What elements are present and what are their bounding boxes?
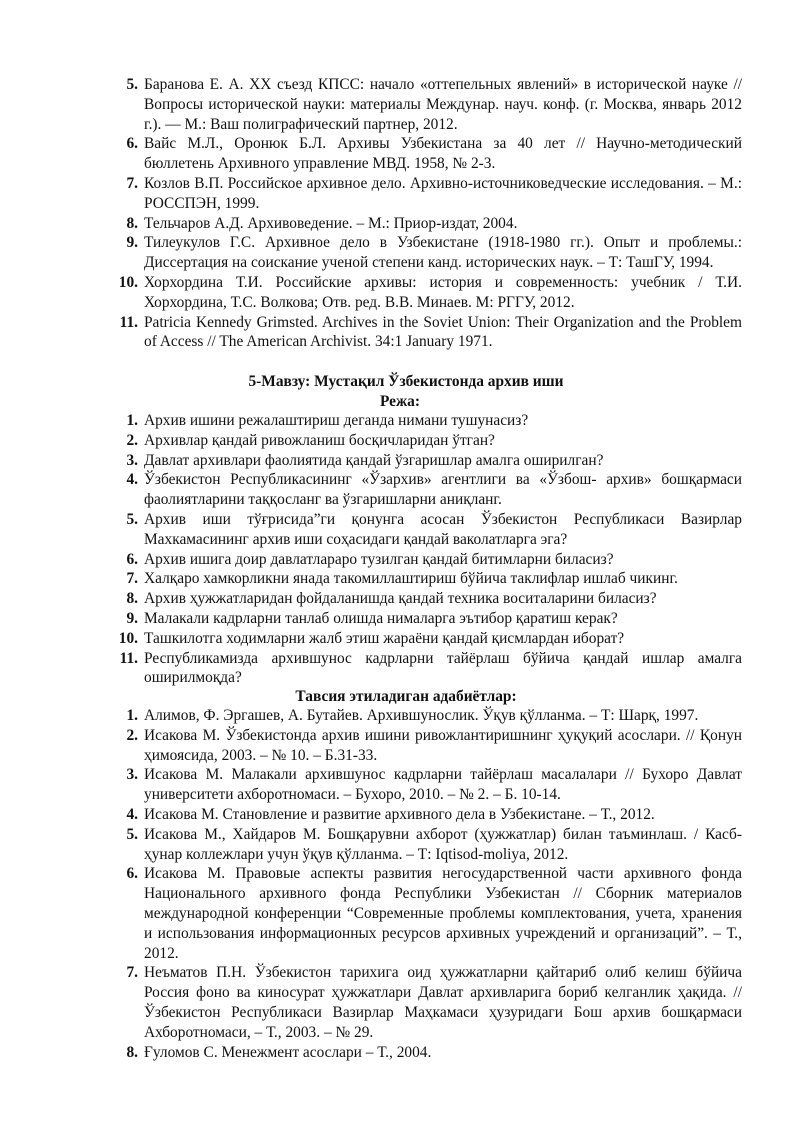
item-number: 9. <box>126 609 138 627</box>
item-text: Хорхордина Т.И. Российские архивы: история и современность: учебник / Т.И. Хорхордина, Т.С. Волкова; Отв. ред. В.В. Минаев. М: РГГУ, 2012. <box>144 273 742 311</box>
topic-title: 5-Мавзу: Мустақил Ўзбекистонда архив иши <box>248 373 564 390</box>
reference-item <box>119 313 742 353</box>
item-text: Архив ишини режалаштириш деганда нимани тушунасиз? <box>144 412 529 429</box>
plan-item <box>126 589 742 609</box>
plan-item <box>126 451 742 471</box>
plan-item <box>119 649 742 689</box>
literature-list <box>126 706 742 1062</box>
item-number: 10. <box>118 629 138 647</box>
item-text: Ўзбекистон Республикасининг «Ўзархив» агентлиги ва «Ўзбош- архив» бошқармаси фаолиятларини таққосланг ва ўзгаришларни аниқланг. <box>144 471 742 509</box>
item-text: Давлат архивлари фаолиятида қандай ўзгаришлар амалга оширилган? <box>144 451 604 469</box>
plan-item <box>126 569 742 589</box>
reference-item <box>126 214 742 234</box>
item-text: Ташкилотга ходимларни жалб этиш жараёни қандай қисмлардан иборат? <box>144 629 625 647</box>
item-number: 7. <box>126 570 138 588</box>
plan-item <box>126 550 742 570</box>
reference-item <box>118 273 742 313</box>
item-number: 8. <box>126 1043 138 1061</box>
item-text: Вайс М.Л., Оронюк Б.Л. Архивы Узбекистана за 40 лет // Научно-методический бюллетень Архивного управление МВД. 1958, № 2-3. <box>144 135 742 173</box>
item-text: Исакова М. Становление и развитие архивного дела в Узбекистане. – Т., 2012. <box>144 805 655 823</box>
item-number: 3. <box>126 451 138 469</box>
item-number: 5. <box>126 76 138 93</box>
item-number: 1. <box>126 412 138 429</box>
item-number: 2. <box>126 431 138 449</box>
item-text: Козлов В.П. Российское архивное дело. Архивно-источниковедческие исследования. – М.: РОССПЭН, 1999. <box>144 174 742 212</box>
item-number: 7. <box>126 964 138 982</box>
item-text: Архив ишига доир давлатлараро тузилган қандай битимларни биласиз? <box>144 550 614 568</box>
item-number: 7. <box>126 174 138 192</box>
item-text: Алимов, Ф. Эргашев, А. Бутайев. Архившунослик. Ўқув қўлланма. – Т: Шарқ, 1997. <box>144 707 699 724</box>
reference-item <box>126 174 742 214</box>
literature-item <box>126 726 742 766</box>
plan-questions-list <box>118 411 742 688</box>
item-text: Исакова М., Хайдаров М. Бошқарувни ахборот (ҳужжатлар) билан таъминлаш. / Касб-ҳунар коллежлари учун ўқув қўлланма. – Т: Iqtisod-moliya, 2012. <box>144 825 742 863</box>
item-number: 10. <box>118 273 138 291</box>
item-text: Малакали кадрларни танлаб олишда нималарга эътибор қаратиш керак? <box>144 609 618 627</box>
item-number: 8. <box>126 214 138 232</box>
item-text: Архив ҳужжатларидан фойдаланишда қандай техника воситаларини биласиз? <box>144 590 657 608</box>
item-text: Халқаро хамкорликни янада такомиллаштириш бўйича таклифлар ишлаб чикинг. <box>144 570 678 588</box>
literature-item <box>126 706 742 726</box>
literature-item <box>126 805 742 825</box>
plan-item <box>126 609 742 629</box>
item-text: Архивлар қандай ривожланиш босқичларидан ўтган? <box>144 431 495 449</box>
item-number: 11. <box>119 313 138 331</box>
reference-item <box>126 233 742 273</box>
item-text: Исакова М. Правовые аспекты развития негосударственной части архивного фонда Национального архивного фонда Республики Узбекистан // Сборник материалов международной конференции “Современные проблемы комплектования, учета, хранения и использования информационных ресурсов архивных учреждений и организаций”. – Т., 2012. <box>144 865 742 962</box>
plan-item <box>118 629 742 649</box>
item-number: 8. <box>126 590 138 608</box>
item-number: 4. <box>126 471 138 489</box>
item-number: 9. <box>126 234 138 252</box>
item-text: Исакова М. Ўзбекистонда архив ишини ривожлантиришнинг ҳуқуқий асослари. // Қонун ҳимоясида, 2003. – № 10. – Б.31-33. <box>144 726 742 764</box>
item-text: Исакова М. Малакали архившунос кадрларни тайёрлаш масалалари // Бухоро Давлат университети ахборотномаси. – Бухоро, 2010. – № 2. – Б. 10-14. <box>144 766 742 804</box>
reference-item <box>126 75 742 134</box>
item-text: Архив иши тўғрисида”ги қонунга асосан Ўзбекистон Республикаси Вазирлар Махкамасининг архив иши соҳасидаги қандай ваколатларга эга? <box>144 510 742 548</box>
plan-item <box>126 470 742 510</box>
item-number: 6. <box>126 135 138 153</box>
literature-item <box>126 864 742 963</box>
item-text: Тилеукулов Г.С. Архивное дело в Узбекистане (1918-1980 гг.). Опыт и проблемы.: Диссертация на соискание ученой степени канд. исторических наук. – Т: ТашГУ, 1994. <box>144 234 742 272</box>
item-number: 3. <box>126 766 138 784</box>
plan-title: Режа: <box>379 393 420 410</box>
plan-item <box>126 510 742 550</box>
item-number: 6. <box>126 550 138 568</box>
item-number: 11. <box>119 649 138 667</box>
item-text: Баранова Е. А. XX съезд КПСС: начало «оттепельных явлений» в исторической науке // Вопросы исторической науки: материалы Междунар. науч. конф. (г. Москва, январь 2012 г.). — М.: Ваш полиграфический партнер, 2012. <box>144 76 742 133</box>
item-text: Республикамизда архившунос кадрларни тайёрлаш бўйича қандай ишлар амалга оширилмоқда? <box>144 649 742 687</box>
item-number: 6. <box>126 865 138 883</box>
item-number: 2. <box>126 726 138 744</box>
previous-references-list <box>118 75 742 352</box>
literature-item <box>126 825 742 865</box>
plan-item <box>126 411 742 431</box>
item-text: Patricia Kennedy Grimsted. Archives in the Soviet Union: Their Organization and the Problem of Access // The American Archivist. 34:1 January 1971. <box>144 313 742 351</box>
item-number: 5. <box>126 825 138 843</box>
item-number: 1. <box>126 707 138 724</box>
item-text: Ғуломов С. Менежмент асослари – Т., 2004. <box>144 1043 432 1061</box>
literature-title: Тавсия этиладиган адабиётлар: <box>295 688 517 705</box>
reference-item <box>126 134 742 174</box>
item-text: Тельчаров А.Д. Архивоведение. – М.: Приор-издат, 2004. <box>144 214 518 232</box>
item-number: 4. <box>126 805 138 823</box>
literature-item <box>126 1043 742 1063</box>
item-number: 5. <box>126 510 138 528</box>
plan-item <box>126 431 742 451</box>
literature-item <box>126 963 742 1042</box>
literature-item <box>126 765 742 805</box>
item-text: Неъматов П.Н. Ўзбекистон тарихига оид ҳужжатларни қайтариб олиб келиш бўйича Россия фоно ва киносурат ҳужжатлари Давлат архивларига бориб келганлик ҳақида. // Ўзбекистон Республикаси Вазирлар Маҳкамаси ҳузуридаги Бош архив бошқармаси Ахборотномаси, – Т., 2003. – № 29. <box>144 964 742 1041</box>
